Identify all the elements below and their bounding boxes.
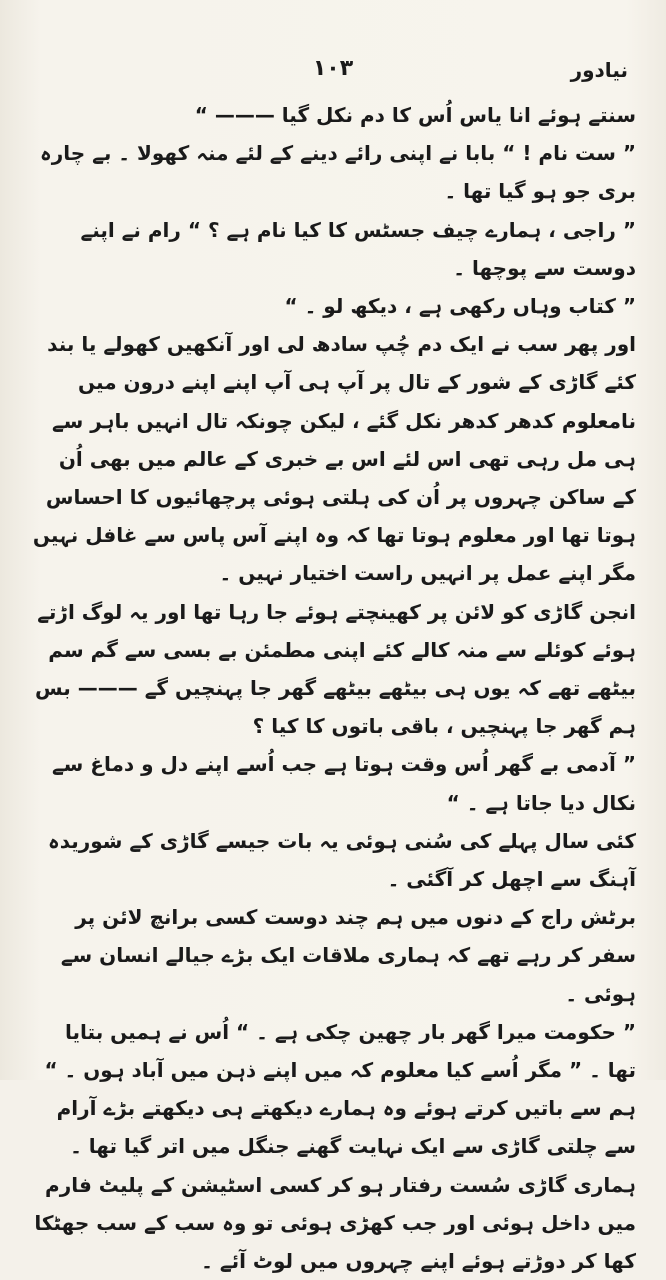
paragraph: ” کتاب وہاں رکھی ہے ، دیکھ لو ۔ “ — [284, 294, 636, 319]
paragraph: ہم سے باتیں کرتے ہوئے وہ ہمارے دیکھتے ہی دیکھتے بڑے آرام سے چلتی گاڑی سے ایک نہایت گھنے جنگل میں اتر گیا تھا ۔ — [56, 1096, 636, 1159]
paragraph: ” آدمی بے گھر اُس وقت ہوتا ہے جب اُسے اپنے دل و دماغ سے نکال دیا جاتا ہے ۔ “ — [51, 752, 636, 815]
paragraph: سنتے ہوئے انا یاس اُس کا دم نکل گیا ——— “ — [194, 103, 636, 127]
article-body — [30, 96, 636, 1280]
page-number: ۱۰۳ — [312, 56, 354, 81]
page-header — [30, 48, 636, 96]
paragraph: ” راجی ، ہمارے چیف جسٹس کا کیا نام ہے ؟ “ رام نے اپنے دوست سے پوچھا ۔ — [80, 217, 636, 280]
paragraph: کئی سال پہلے کی سُنی ہوئی یہ بات جیسے گاڑی کے شوریدہ آہنگ سے اچھل کر آگئی ۔ — [47, 828, 636, 892]
paragraph: برٹش راج کے دنوں میں ہم چند دوست کسی برانچ لائن پر سفر کر رہے تھے کہ ہماری ملاقات ایک بڑے جیالے انسان سے ہوئی ۔ — [60, 905, 636, 1006]
magazine-title: نیادور — [570, 58, 628, 82]
paragraph: انجن گاڑی کو لائن پر کھینچتے ہوئے جا رہا تھا اور یہ لوگ اڑتے ہوئے کوئلے سے منہ کالے کئے اپنی مطمئن بے بسی سے گم سم بیٹھے تھے کہ یوں ہی بیٹھے بیٹھے گھر جا پہنچیں گے ——— بس ہم گھر جا پہنچیں ، باقی باتوں کا کیا ؟ — [35, 599, 636, 739]
paragraph: اور پھر سب نے ایک دم چُپ سادھ لی اور آنکھیں کھولے یا بند کئے گاڑی کے شور کے تال پر آپ ہی آپ اپنے اپنے درون میں نامعلوم کدھر کدھر نکل گئے ، لیکن چونکہ تال انہیں باہر سے ہی مل رہی تھی اس لئے اس بے خبری کے عالم میں بھی اُن کے ساکن چہروں پر اُن کی ہلتی ہوئی پرچھائیوں کا احساس ہوتا تھا اور معلوم ہوتا تھا کہ وہ اپنے آس پاس سے غافل نہیں مگر اپنے عمل پر انہیں راست اختیار نہیں ۔ — [32, 332, 636, 586]
paragraph: ہماری گاڑی سُست رفتار ہو کر کسی اسٹیشن کے پلیٹ فارم میں داخل ہوئی اور جب کھڑی ہوئی تو وہ سب کے سب جھٹکا کھا کر دوڑتے ہوئے اپنے چہروں میں لوٹ آئے ۔ — [34, 1172, 636, 1274]
paragraph: ” حکومت میرا گھر بار چھین چکی ہے ۔ “ اُس نے ہمیں بتایا تھا ۔ ” مگر اُسے کیا معلوم کہ میں اپنے ذہن میں آباد ہوں ۔ “ — [44, 1019, 636, 1083]
paragraph: ” ست نام ! “ بابا نے اپنی رائے دینے کے لئے منہ کھولا ۔ بے چارہ بری جو ہو گیا تھا ۔ — [40, 141, 636, 204]
